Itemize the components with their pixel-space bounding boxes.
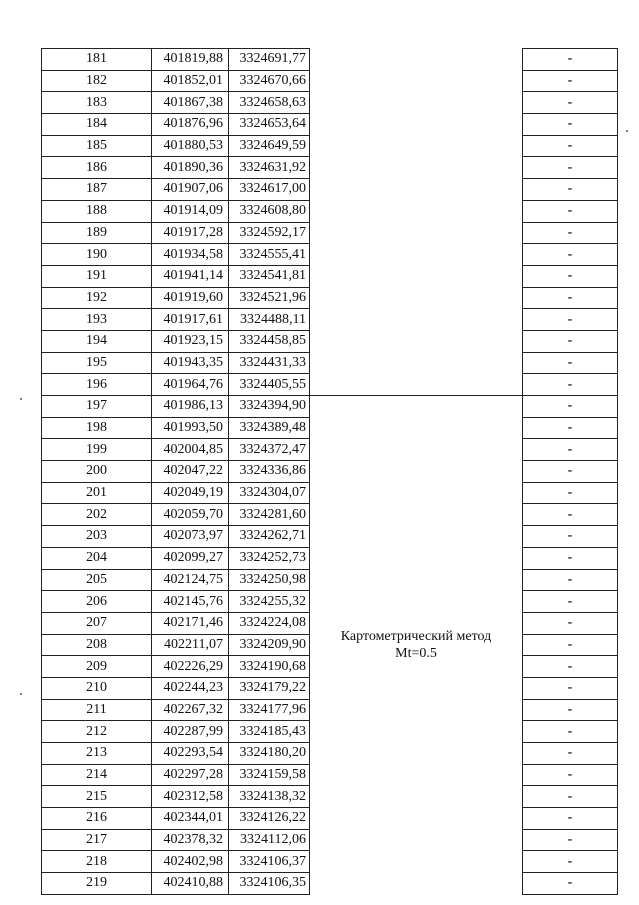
method-cell-empty: [310, 179, 523, 201]
coord-x: 401917,61: [152, 309, 229, 331]
method-cell-empty: [310, 114, 523, 136]
value-cell: -: [523, 114, 618, 136]
value-cell: -: [523, 222, 618, 244]
coord-x: 402211,07: [152, 634, 229, 656]
value-cell: -: [523, 287, 618, 309]
coord-y: 3324670,66: [229, 70, 310, 92]
method-cell-empty: [310, 309, 523, 331]
table-row: [42, 244, 618, 266]
coord-x: 401934,58: [152, 244, 229, 266]
coordinates-table-body: [42, 49, 618, 895]
coord-y: 3324112,06: [229, 829, 310, 851]
table-row: [42, 309, 618, 331]
table-row: [42, 352, 618, 374]
coord-y: 3324336,86: [229, 461, 310, 483]
point-number: 185: [42, 135, 152, 157]
coord-y: 3324262,71: [229, 526, 310, 548]
point-number: 207: [42, 612, 152, 634]
value-cell: -: [523, 634, 618, 656]
coord-x: 401890,36: [152, 157, 229, 179]
table-row: [42, 70, 618, 92]
value-cell: -: [523, 265, 618, 287]
coord-y: 3324617,00: [229, 179, 310, 201]
value-cell: -: [523, 244, 618, 266]
value-cell: -: [523, 92, 618, 114]
value-cell: -: [523, 873, 618, 895]
coord-x: 402293,54: [152, 743, 229, 765]
value-cell: -: [523, 721, 618, 743]
table-row: [42, 287, 618, 309]
point-number: 201: [42, 482, 152, 504]
coordinates-table: [41, 48, 618, 895]
value-cell: -: [523, 49, 618, 71]
coord-y: 3324458,85: [229, 330, 310, 352]
coord-x: 402004,85: [152, 439, 229, 461]
coord-x: 401852,01: [152, 70, 229, 92]
coord-y: 3324405,55: [229, 374, 310, 396]
coord-y: 3324250,98: [229, 569, 310, 591]
coord-x: 402049,19: [152, 482, 229, 504]
table-row: [42, 49, 618, 71]
point-number: 193: [42, 309, 152, 331]
value-cell: -: [523, 526, 618, 548]
coord-y: 3324180,20: [229, 743, 310, 765]
coord-y: 3324159,58: [229, 764, 310, 786]
method-cell-empty: [310, 135, 523, 157]
point-number: 198: [42, 417, 152, 439]
value-cell: -: [523, 135, 618, 157]
table-row: [42, 157, 618, 179]
point-number: 214: [42, 764, 152, 786]
point-number: 217: [42, 829, 152, 851]
coord-x: 402267,32: [152, 699, 229, 721]
value-cell: -: [523, 482, 618, 504]
coord-x: 402171,46: [152, 612, 229, 634]
coord-y: 3324224,08: [229, 612, 310, 634]
method-cell-empty: [310, 157, 523, 179]
point-number: 191: [42, 265, 152, 287]
coord-y: 3324304,07: [229, 482, 310, 504]
coord-x: 401986,13: [152, 396, 229, 418]
coord-x: 401941,14: [152, 265, 229, 287]
coord-y: 3324488,11: [229, 309, 310, 331]
point-number: 219: [42, 873, 152, 895]
coord-x: 401819,88: [152, 49, 229, 71]
coord-x: 401964,76: [152, 374, 229, 396]
point-number: 186: [42, 157, 152, 179]
coord-x: 402244,23: [152, 677, 229, 699]
coord-y: 3324209,90: [229, 634, 310, 656]
method-name: Картометрический метод: [340, 629, 492, 645]
method-cell-empty: [310, 374, 523, 396]
point-number: 196: [42, 374, 152, 396]
point-number: 195: [42, 352, 152, 374]
coord-x: 402312,58: [152, 786, 229, 808]
coord-y: 3324185,43: [229, 721, 310, 743]
coord-y: 3324653,64: [229, 114, 310, 136]
coord-x: 402124,75: [152, 569, 229, 591]
point-number: 194: [42, 330, 152, 352]
value-cell: -: [523, 461, 618, 483]
coord-y: 3324190,68: [229, 656, 310, 678]
value-cell: -: [523, 743, 618, 765]
coord-y: 3324281,60: [229, 504, 310, 526]
method-cell-empty: [310, 330, 523, 352]
coord-x: 401914,09: [152, 200, 229, 222]
point-number: 187: [42, 179, 152, 201]
value-cell: -: [523, 504, 618, 526]
point-number: 188: [42, 200, 152, 222]
coord-y: 3324106,35: [229, 873, 310, 895]
method-cell-empty: [310, 287, 523, 309]
point-number: 210: [42, 677, 152, 699]
coord-x: 402344,01: [152, 808, 229, 830]
table-row: [42, 330, 618, 352]
coord-y: 3324649,59: [229, 135, 310, 157]
coord-y: 3324126,22: [229, 808, 310, 830]
point-number: 212: [42, 721, 152, 743]
value-cell: -: [523, 439, 618, 461]
method-cell-empty: [310, 222, 523, 244]
scan-speck: [20, 693, 22, 695]
point-number: 200: [42, 461, 152, 483]
point-number: 199: [42, 439, 152, 461]
method-cell-empty: [310, 352, 523, 374]
value-cell: -: [523, 699, 618, 721]
point-number: 192: [42, 287, 152, 309]
point-number: 204: [42, 547, 152, 569]
coord-x: 401880,53: [152, 135, 229, 157]
value-cell: -: [523, 786, 618, 808]
value-cell: -: [523, 829, 618, 851]
scan-speck: [20, 398, 22, 400]
coord-x: 402059,70: [152, 504, 229, 526]
coord-y: 3324691,77: [229, 49, 310, 71]
point-number: 197: [42, 396, 152, 418]
coord-y: 3324106,37: [229, 851, 310, 873]
coord-y: 3324658,63: [229, 92, 310, 114]
coord-y: 3324541,81: [229, 265, 310, 287]
method-cell-empty: [310, 92, 523, 114]
point-number: 189: [42, 222, 152, 244]
table-row: [42, 92, 618, 114]
coord-x: 401867,38: [152, 92, 229, 114]
point-number: 215: [42, 786, 152, 808]
coord-y: 3324252,73: [229, 547, 310, 569]
value-cell: -: [523, 330, 618, 352]
value-cell: -: [523, 764, 618, 786]
value-cell: -: [523, 374, 618, 396]
table-row: [42, 396, 618, 418]
table-row: [42, 135, 618, 157]
table-row: [42, 374, 618, 396]
point-number: 216: [42, 808, 152, 830]
coord-x: 401923,15: [152, 330, 229, 352]
method-cell-empty: [310, 49, 523, 71]
coord-y: 3324431,33: [229, 352, 310, 374]
coord-y: 3324389,48: [229, 417, 310, 439]
coord-y: 3324394,90: [229, 396, 310, 418]
coord-y: 3324138,32: [229, 786, 310, 808]
method-cell-empty: [310, 265, 523, 287]
method-cell: [310, 396, 523, 895]
coord-x: 401943,35: [152, 352, 229, 374]
method-accuracy: Mt=0.5: [395, 646, 437, 662]
value-cell: -: [523, 70, 618, 92]
value-cell: -: [523, 677, 618, 699]
coord-x: 401917,28: [152, 222, 229, 244]
value-cell: -: [523, 612, 618, 634]
point-number: 206: [42, 591, 152, 613]
point-number: 202: [42, 504, 152, 526]
point-number: 209: [42, 656, 152, 678]
coord-x: 402297,28: [152, 764, 229, 786]
value-cell: -: [523, 591, 618, 613]
coord-x: 402226,29: [152, 656, 229, 678]
coord-x: 402287,99: [152, 721, 229, 743]
coord-x: 402073,97: [152, 526, 229, 548]
coord-y: 3324372,47: [229, 439, 310, 461]
point-number: 205: [42, 569, 152, 591]
value-cell: -: [523, 309, 618, 331]
coord-y: 3324608,80: [229, 200, 310, 222]
coord-x: 402402,98: [152, 851, 229, 873]
point-number: 184: [42, 114, 152, 136]
point-number: 203: [42, 526, 152, 548]
coord-x: 401907,06: [152, 179, 229, 201]
method-cell-empty: [310, 200, 523, 222]
coord-y: 3324177,96: [229, 699, 310, 721]
value-cell: -: [523, 569, 618, 591]
point-number: 211: [42, 699, 152, 721]
coord-x: 402145,76: [152, 591, 229, 613]
method-cell-empty: [310, 70, 523, 92]
table-row: [42, 200, 618, 222]
table-row: [42, 179, 618, 201]
value-cell: -: [523, 200, 618, 222]
table-row: [42, 265, 618, 287]
coord-y: 3324592,17: [229, 222, 310, 244]
point-number: 183: [42, 92, 152, 114]
method-cell-empty: [310, 244, 523, 266]
point-number: 182: [42, 70, 152, 92]
value-cell: -: [523, 179, 618, 201]
point-number: 213: [42, 743, 152, 765]
coord-x: 402047,22: [152, 461, 229, 483]
value-cell: -: [523, 851, 618, 873]
value-cell: -: [523, 547, 618, 569]
point-number: 190: [42, 244, 152, 266]
coord-x: 402378,32: [152, 829, 229, 851]
point-number: 181: [42, 49, 152, 71]
coord-x: 401876,96: [152, 114, 229, 136]
value-cell: -: [523, 417, 618, 439]
coord-x: 402410,88: [152, 873, 229, 895]
coord-y: 3324179,22: [229, 677, 310, 699]
coord-x: 402099,27: [152, 547, 229, 569]
value-cell: -: [523, 656, 618, 678]
table-row: [42, 114, 618, 136]
value-cell: -: [523, 808, 618, 830]
coord-y: 3324631,92: [229, 157, 310, 179]
point-number: 218: [42, 851, 152, 873]
scan-speck: [626, 130, 628, 132]
coord-x: 401993,50: [152, 417, 229, 439]
value-cell: -: [523, 396, 618, 418]
coord-y: 3324521,96: [229, 287, 310, 309]
coord-y: 3324255,32: [229, 591, 310, 613]
coord-y: 3324555,41: [229, 244, 310, 266]
value-cell: -: [523, 157, 618, 179]
coord-x: 401919,60: [152, 287, 229, 309]
point-number: 208: [42, 634, 152, 656]
table-row: [42, 222, 618, 244]
value-cell: -: [523, 352, 618, 374]
